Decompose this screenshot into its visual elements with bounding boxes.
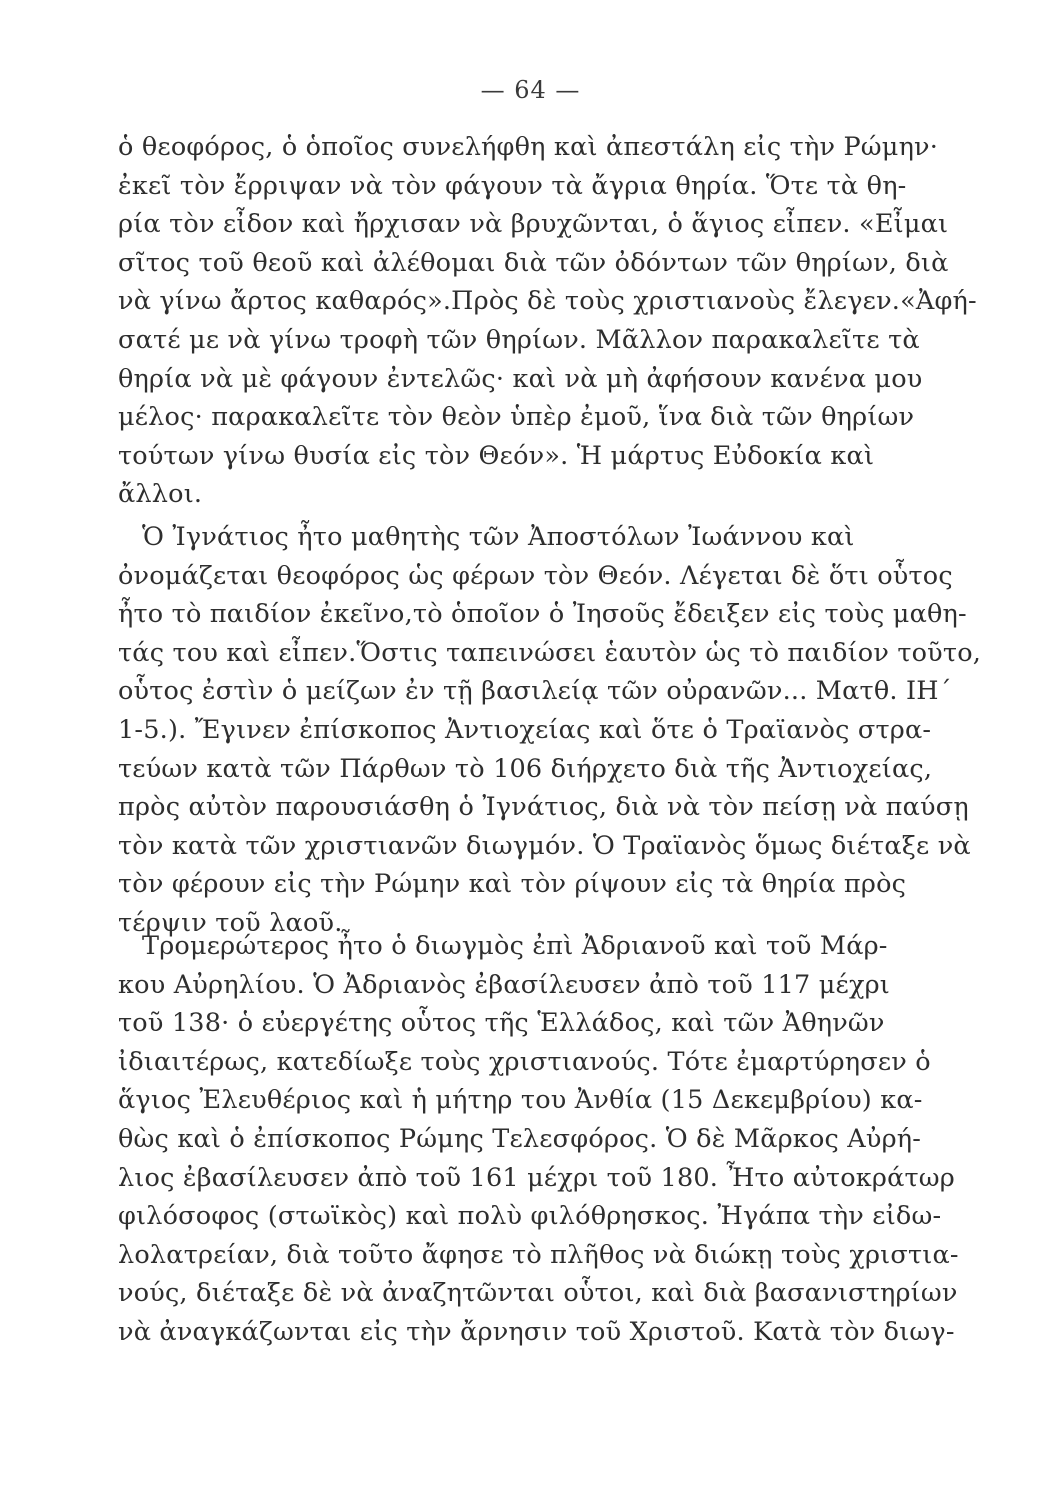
text-line: λολατρείαν, διὰ τοῦτο ἄφησε τὸ πλῆθος νὰ διώκῃ τοὺς χριστια- (118, 1239, 959, 1270)
text-line: τὸν κατὰ τῶν χριστιανῶν διωγμόν. Ὁ Τραϊανὸς ὅμως διέταξε νὰ (118, 830, 971, 861)
text-line: νὰ ἀναγκάζωνται εἰς τὴν ἄρνησιν τοῦ Χριστοῦ. Κατὰ τὸν διωγ- (118, 1316, 955, 1347)
text-line: Τρομερώτερος ἦτο ὁ διωγμὸς ἐπὶ Ἀδριανοῦ καὶ τοῦ Μάρ- (142, 931, 888, 961)
text-line: τέρψιν τοῦ λαοῦ. (118, 907, 343, 938)
text-line: Ὁ Ἰγνάτιος ἦτο μαθητὴς τῶν Ἀποστόλων Ἰωάννου καὶ (142, 522, 855, 552)
text-line: τούτων γίνω θυσία εἰς τὸν Θεόν». Ἡ μάρτυς Εὐδοκία καὶ (118, 440, 875, 471)
paragraph-1 (118, 128, 977, 514)
text-line: ὁ θεοφόρος, ὁ ὁποῖος συνελήφθη καὶ ἀπεστάλη εἰς τὴν Ρώμην· (118, 132, 939, 162)
text-line: 1-5.). Ἔγινεν ἐπίσκοπος Ἀντιοχείας καὶ ὅτε ὁ Τραϊανὸς στρα- (118, 714, 932, 745)
page-number: — 64 — (480, 76, 581, 104)
text-line: μέλος· παρακαλεῖτε τὸν θεὸν ὑπὲρ ἐμοῦ, ἵνα διὰ τῶν θηρίων (118, 402, 915, 433)
text-line: κου Αὐρηλίου. Ὁ Ἀδριανὸς ἐβασίλευσεν ἀπὸ τοῦ 117 μέχρι (118, 969, 891, 1000)
text-line: νούς, διέταξε δὲ νὰ ἀναζητῶνται οὗτοι, καὶ διὰ βασανιστηρίων (118, 1278, 958, 1309)
text-line: ἐκεῖ τὸν ἔρριψαν νὰ τὸν φάγουν τὰ ἄγρια θηρία. Ὅτε τὰ θη- (118, 170, 907, 201)
text-line: τεύων κατὰ τῶν Πάρθων τὸ 106 διήρχετο διὰ τῆς Ἀντιοχείας, (118, 753, 933, 784)
text-line: σατέ με νὰ γίνω τροφὴ τῶν θηρίων. Μᾶλλον παρακαλεῖτε τὰ (118, 324, 920, 355)
text-line: οὗτος ἐστὶν ὁ μείζων ἐν τῇ βασιλείᾳ τῶν οὐρανῶν... Ματθ. ΙΗ΄ (118, 676, 952, 707)
text-line: ἅγιος Ἐλευθέριος καὶ ἡ μήτηρ του Ἀνθία (15 Δεκεμβρίου) κα- (118, 1085, 923, 1116)
text-line: ἰδιαιτέρως, κατεδίωξε τοὺς χριστιανούς. Τότε ἐμαρτύρησεν ὁ (118, 1046, 931, 1077)
text-line: ἦτο τὸ παιδίον ἐκεῖνο,τὸ ὁποῖον ὁ Ἰησοῦς ἔδειξεν εἰς τοὺς μαθη- (118, 599, 967, 630)
paragraph-2 (118, 518, 982, 943)
text-line: τοῦ 138· ὁ εὐεργέτης οὗτος τῆς Ἑλλάδος, καὶ τῶν Ἀθηνῶν (118, 1008, 885, 1039)
text-line: λιος ἐβασίλευσεν ἀπὸ τοῦ 161 μέχρι τοῦ 180. Ἦτο αὐτοκράτωρ (118, 1162, 955, 1193)
text-line: τὸν φέρουν εἰς τὴν Ρώμην καὶ τὸν ρίψουν εἰς τὰ θηρία πρὸς (118, 869, 907, 900)
text-line: νὰ γίνω ἄρτος καθαρός».Πρὸς δὲ τοὺς χριστιανοὺς ἔλεγεν.«Ἀφή- (118, 286, 977, 317)
text-line: φιλόσοφος (στωϊκὸς) καὶ πολὺ φιλόθρησκος. Ἠγάπα τὴν εἰδω- (118, 1201, 942, 1232)
text-line: ρία τὸν εἶδον καὶ ἤρχισαν νὰ βρυχῶνται, ὁ ἅγιος εἶπεν. «Εἶμαι (118, 209, 949, 240)
paragraph-3 (118, 927, 960, 1352)
text-line: τάς του καὶ εἶπεν.Ὅστις ταπεινώσει ἑαυτὸν ὡς τὸ παιδίον τοῦτο, (118, 637, 982, 668)
text-line: σῖτος τοῦ θεοῦ καὶ ἀλέθομαι διὰ τῶν ὀδόντων τῶν θηρίων, διὰ (118, 247, 949, 278)
text-line: θὼς καὶ ὁ ἐπίσκοπος Ρώμης Τελεσφόρος. Ὁ δὲ Μᾶρκος Αὐρή- (118, 1123, 922, 1154)
text-line: ὀνομάζεται θεοφόρος ὡς φέρων τὸν Θεόν. Λέγεται δὲ ὅτι οὗτος (118, 560, 953, 591)
text-line: θηρία νὰ μὲ φάγουν ἐντελῶς· καὶ νὰ μὴ ἀφήσουν κανένα μου (118, 363, 923, 394)
text-line: ἄλλοι. (118, 479, 203, 510)
text-line: πρὸς αὐτὸν παρουσιάσθη ὁ Ἰγνάτιος, διὰ νὰ τὸν πείσῃ νὰ παύσῃ (118, 792, 969, 823)
